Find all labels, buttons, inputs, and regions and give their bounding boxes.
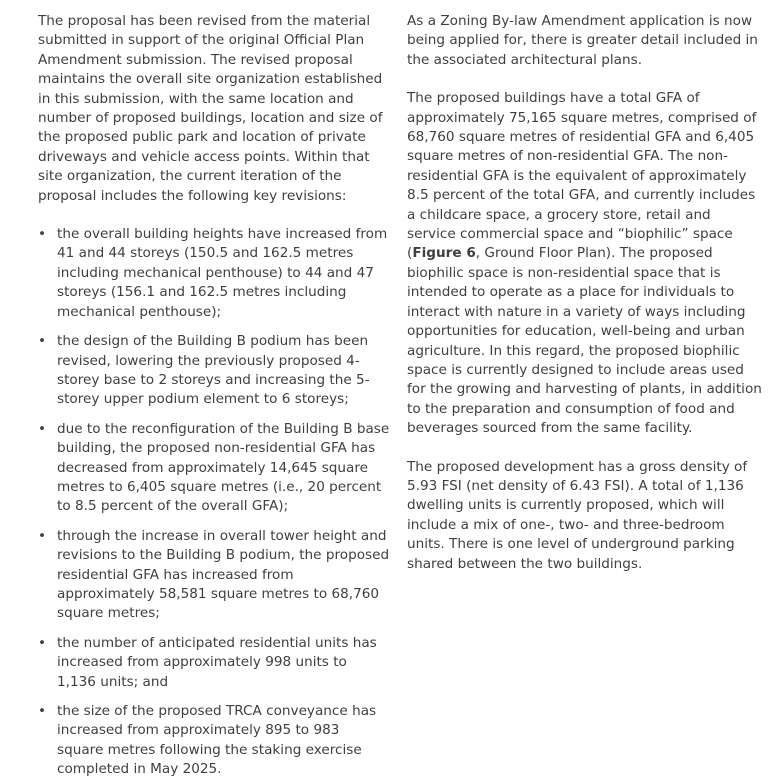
intro-paragraph: The proposal has been revised from the material submitted in support of the original Official Plan Amendment submission. The revised proposal maintains the overall site organization established in this submission, with the same location and number of proposed buildings, location and size of the proposed public park and location of private driveways and vehicle access points. Within that site organization, the current iteration of the proposal includes the following key revisions: <box>38 13 383 204</box>
bullet-icon: • <box>38 527 47 544</box>
list-item <box>38 332 390 410</box>
list-item <box>38 702 390 780</box>
bullet-icon: • <box>38 333 47 350</box>
right-column <box>407 12 763 574</box>
list-item-text: due to the reconfiguration of the Building B base building, the proposed non-residential GFA has decreased from approximately 14,645 square metres to 6,405 square metres (i.e., 20 percent to 8.5 percent of the overall GFA); <box>57 420 390 515</box>
revisions-list <box>38 225 390 780</box>
gfa-paragraph <box>407 89 763 438</box>
bullet-icon: • <box>38 703 47 719</box>
list-item <box>38 527 390 624</box>
density-paragraph: The proposed development has a gross density of 5.93 FSI (net density of 6.43 FSI). A total of 1,136 dwelling units is currently proposed, which will include a mix of one-, two- and three-bedroom units. There is one level of underground parking shared between the two buildings. <box>407 458 748 572</box>
list-item <box>38 225 390 322</box>
list-item-text: through the increase in overall tower height and revisions to the Building B podium, the proposed residential GFA has increased from approximately 58,581 square metres to 68,760 square metres; <box>57 527 390 622</box>
gfa-text-before: The proposed buildings have a total GFA of approximately 75,165 square metres, comprised of 68,760 square metres of residential GFA and 6,405 square metres of non-residential GFA. The non-residential GFA is the equivalent of approximately 8.5 percent of the total GFA, and currently includes a childcare space, a grocery store, retail and service commercial space and “biophilic” space ( <box>407 90 757 262</box>
list-item-text: the overall building heights have increased from 41 and 44 storeys (150.5 and 162.5 metres including mechanical penthouse) to 44 and 47 storeys (156.1 and 162.5 metres including mechanical penthouse); <box>57 226 388 320</box>
zoning-paragraph: As a Zoning By-law Amendment application is now being applied for, there is greater detail included in the associated architectural plans. <box>407 13 758 68</box>
bullet-icon: • <box>38 226 47 243</box>
list-item-text: the size of the proposed TRCA conveyance has increased from approximately 895 to 983 square metres following the staking exercise completed in May 2025. <box>57 703 377 778</box>
left-column <box>38 12 390 780</box>
list-item <box>38 420 390 517</box>
list-item <box>38 634 390 692</box>
figure-reference: Figure 6 <box>412 245 476 262</box>
bullet-icon: • <box>38 420 47 437</box>
list-item-text: the number of anticipated residential units has increased from approximately 998 units to 1,136 units; and <box>57 634 377 690</box>
bullet-icon: • <box>38 634 47 651</box>
list-item-text: the design of the Building B podium has been revised, lowering the previously proposed 4-storey base to 2 storeys and increasing the 5-storey upper podium element to 6 storeys; <box>57 333 370 408</box>
gfa-text-after: , Ground Floor Plan). The proposed biophilic space is non-residential space that is intended to operate as a place for individuals to interact with nature in a variety of ways including opportunities for education, well-being and urban agriculture. In this regard, the proposed biophilic space is currently designed to include areas used for the growing and harvesting of plants, in addition to the preparation and consumption of food and beverages sourced from the same facility. <box>407 245 762 437</box>
